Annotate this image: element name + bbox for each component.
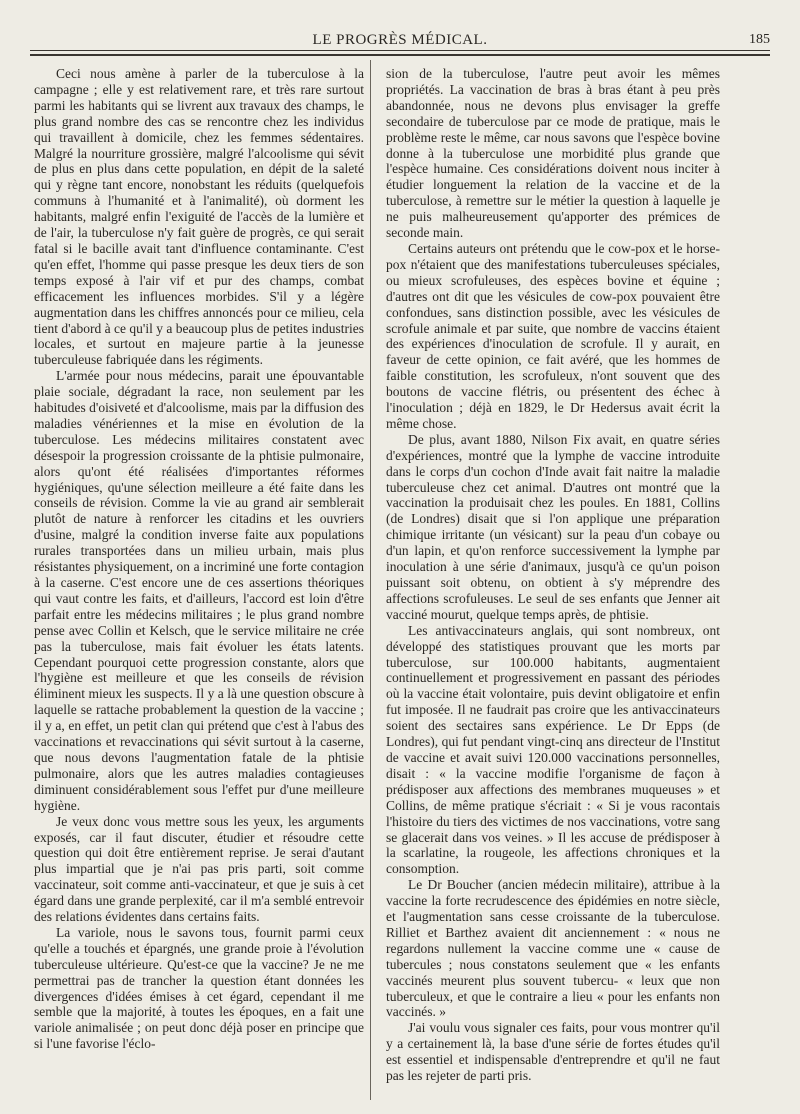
paragraph: Le Dr Boucher (ancien médecin militaire), attribue à la vaccine la forte recrudescence des épidémies en notre siècle, et l'augmentation sans cesse croissante de la tuberculose. Rilliet et Barthez avaient dit anciennement : « nous ne regardons nullement la vaccine comme une « cause de tubercules ; nous constatons seulement que « les enfants vaccinés meurent plus souvent tubercu- « leux que non tuberculeux, et que le contraire a lieu « pour les enfants non vaccinés. »: [386, 877, 720, 1020]
header-rule-thick: [30, 54, 770, 56]
paragraph: Les antivaccinateurs anglais, qui sont nombreux, ont développé des statistiques prouvant que les morts par tuberculose, sur 100.000 habitants, augmentaient continuellement et progressivement en passant des périodes où la vaccine était volontaire, puis devint obligatoire et enfin fut imposée. Il ne faudrait pas croire que les antivaccinateurs soient des sectaires sans expérience. Le Dr Epps (de Londres), qui fut pendant vingt-cinq ans directeur de l'Institut de vaccine et avait suivi 120.000 vaccinations personnelles, disait : « la vaccine modifie l'organisme de façon à prédisposer aux affections des membranes muqueuses » et Collins, de même pratique s'écriait : « Si je vous racontais l'histoire du tiers des victimes de nos vaccinations, votre sang se glacerait dans vos veines. » Il les accuse de prédisposer à la scarlatine, la rougeole, les affections chroniques et la consomption.: [386, 622, 720, 877]
journal-title: LE PROGRÈS MÉDICAL.: [312, 32, 488, 48]
page-number: 185: [749, 32, 770, 47]
paragraph: Certains auteurs ont prétendu que le cow-pox et le horse-pox n'étaient que des manifestations tuberculeuses spéciales, ou mieux scrofuleuses, des espèces bovine et équine ; d'autres ont dit que les vésicules de cow-pox pouvaient être confondues, sans distinction possible, avec les vésicules de scrofule animale et par suite, que nombre de vaccins étaient des expériences d'inoculation de scrofule. Il y aurait, en faveur de cette opinion, ce fait avéré, que les hommes de faible constitution, les scrofuleux, n'ont souvent que des boutons de vaccine flétris, ou présentent des échec à l'inoculation ; déjà en 1829, le Dr Hedersus avait écrit la même chose.: [386, 240, 720, 431]
paragraph: Je veux donc vous mettre sous les yeux, les arguments exposés, car il faut discuter, étudier et résoudre cette question qui doit être entièrement reprise. Je serai d'autant plus impartial que je n'ai pas pris parti, soit comme vaccinateur, soit comme anti-vaccinateur, et que je suis à cet égard dans une grande perplexité, car il m'a semblé entrevoir des relations évidentes dans certains faits.: [34, 813, 364, 925]
paragraph: L'armée pour nous médecins, parait une épouvantable plaie sociale, dégradant la race, non seulement par les habitudes d'oisiveté et d'alcoolisme, mais par la diffusion des maladies vénériennes et la mise en évolution de la tuberculose. Les médecins militaires constatent avec désespoir la progression croissante de la phtisie pulmonaire, alors qu'ont été réalisées d'importantes réformes hygiéniques, qu'une sélection meilleure a été faite dans les conseils de révision. Comme la vie au grand air semblerait plutôt de nature à renforcer les citadins et les ouvriers d'usine, malgré la condition inverse faite aux populations rurales transportées dans un milieu urbain, mais plus résistantes physiquement, on a incriminé une forte contagion à la caserne. C'est encore une de ces assertions théoriques qui vaut contre les faits, et d'ailleurs, l'accord est loin d'être parfait entre les médecins militaires ; le plus grand nombre pense avec Collin et Kelsch, que le service militaire ne crée pas la tuberculose, mais fait évoluer les états latents. Cependant pourquoi cette progression constante, alors que l'hygiène est meilleure et que les conseils de révision éliminent mieux les suspects. Il y a là une question obscure à laquelle se rattache probablement la question de la vaccine ; il y a, en effet, un petit clan qui prétend que c'est à l'abus des vaccinations et revaccinations qui sévit surtout à la caserne, que nous devons l'augmentation fatale de la phtisie pulmonaire, alors que les autres maladies contagieuses diminuent considérablement sous l'effet pur d'une meilleure hygiène.: [34, 368, 364, 813]
right-column: [386, 66, 720, 1084]
header-rule: [30, 50, 770, 51]
left-column: [34, 66, 364, 1052]
column-divider: [370, 60, 371, 1100]
running-head: [30, 32, 770, 50]
paragraph: sion de la tuberculose, l'autre peut avoir les mêmes propriétés. La vaccination de bras à bras étant à peu près abandonnée, nous ne devons plus envisager la greffe secondaire de tuberculose par ce mode de pratique, mais le problème reste le même, car nous savons que l'espèce bovine donne à la tuberculose une morbidité plus grande que l'espèce humaine. Ces considérations doivent nous inciter à étudier longuement la relation de la vaccine et de la tuberculose, à remettre sur le métier la question à laquelle je ne puis malheureusement qu'apporter des prémices de seconde main.: [386, 66, 720, 241]
paragraph: De plus, avant 1880, Nilson Fix avait, en quatre séries d'expériences, montré que la lymphe de vaccine introduite dans le corps d'un cochon d'Inde avait fait naitre la maladie tuberculeuse chez cet animal. D'autres ont montré que la vaccination la produisait chez les poules. En 1881, Collins (de Londres) disait que si l'on applique une préparation chimique irritante (un vésicant) sur la peau d'un cobaye ou d'un lapin, et qu'on renforce successivement la lymphe par inoculation à une série d'animaux, jusqu'à ce qu'un poison puissant soit obtenu, on obtient à s'y méprendre des affections scrofuleuses. Le seul de ses enfants que Jenner ait vacciné mourut, quelque temps après, de phtisie.: [386, 431, 720, 622]
paragraph: Ceci nous amène à parler de la tuberculose à la campagne ; elle y est relativement rare, et très rare surtout parmi les habitants qui se livrent aux travaux des champs, le plus grand nombre des cas se rencontre chez les individus qui travaillent à domicile, chez les femmes sédentaires. Malgré la nourriture grossière, malgré l'alcoolisme qui sévit de plus en plus dans cette population, en dépit de la saleté qui y règne tant encore, nonobstant les réduits (quelquefois communs à l'humanité et à l'animalité), où dorment les habitants, malgré enfin l'exiguité de l'accès de la lumière et de l'air, la tuberculose n'y fait guère de progrès, ce qui serait fatal si le bacille avait tant d'influence contaminante. C'est qu'en effet, l'homme qui passe presque les deux tiers de son temps exposé à l'air vif et pur des champs, combat efficacement les influences morbides. S'il y a légère augmentation dans les chiffres annoncés pour ce milieu, cela tient d'abord à ce qu'il y a beaucoup plus de petites industries locales, et surtout en majeure partie à la jeunesse tuberculeuse fabriquée dans les régiments.: [34, 66, 364, 368]
paragraph: J'ai voulu vous signaler ces faits, pour vous montrer qu'il y a certainement là, la base d'une série de fortes études qu'il est essentiel et indispensable d'entreprendre et qu'il ne faut pas les rejeter de parti pris.: [386, 1020, 720, 1084]
paragraph: La variole, nous le savons tous, fournit parmi ceux qu'elle a touchés et épargnés, une grande proie à l'évolution tuberculeuse ultérieure. Qu'est-ce que la vaccine? Je ne me permettrai pas de trancher la question étant données les divergences d'idées émises à cet égard, cependant il me semble que la majorité, à toutes les époques, en a fait une variole animalisée ; on peut donc déjà poser en principe que si l'une favorise l'éclo-: [34, 924, 364, 1052]
